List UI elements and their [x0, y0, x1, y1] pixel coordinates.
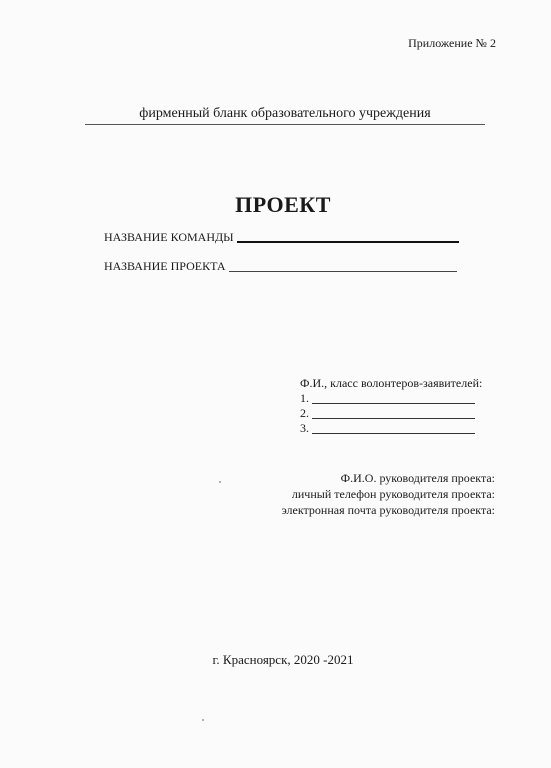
- appendix-label: Приложение № 2: [408, 36, 496, 50]
- project-name-label: НАЗВАНИЕ ПРОЕКТА: [104, 259, 226, 273]
- volunteer-item-3: [300, 421, 482, 436]
- team-name-label: НАЗВАНИЕ КОМАНДЫ: [104, 230, 234, 244]
- scan-speck: [202, 719, 204, 721]
- volunteer-line: [312, 433, 475, 434]
- volunteer-line: [312, 418, 475, 419]
- letterhead-placeholder: фирменный бланк образовательного учреждения: [85, 106, 485, 125]
- leader-phone-label: личный телефон руководителя проекта:: [291, 487, 495, 501]
- volunteers-heading: Ф.И., класс волонтеров-заявителей:: [300, 376, 483, 390]
- volunteer-line: [312, 403, 475, 404]
- leader-email-label: электронная почта руководителя проекта:: [281, 503, 495, 517]
- volunteer-number: 3.: [300, 421, 309, 435]
- project-name-field: [104, 259, 457, 274]
- city-year-footer: г. Красноярск, 2020 -2021: [212, 652, 354, 667]
- leader-name-label: Ф.И.О. руководителя проекта:: [340, 471, 495, 485]
- volunteer-item-1: [300, 391, 482, 406]
- document-title: ПРОЕКТ: [235, 192, 331, 217]
- project-name-line: [229, 271, 457, 272]
- volunteer-number: 2.: [300, 406, 309, 420]
- volunteer-item-2: [300, 406, 482, 421]
- scan-speck: [219, 481, 221, 483]
- volunteers-block: [300, 376, 482, 436]
- volunteer-number: 1.: [300, 391, 309, 405]
- team-name-field: [104, 230, 459, 245]
- team-name-line: [237, 241, 459, 243]
- leader-block: [282, 470, 495, 518]
